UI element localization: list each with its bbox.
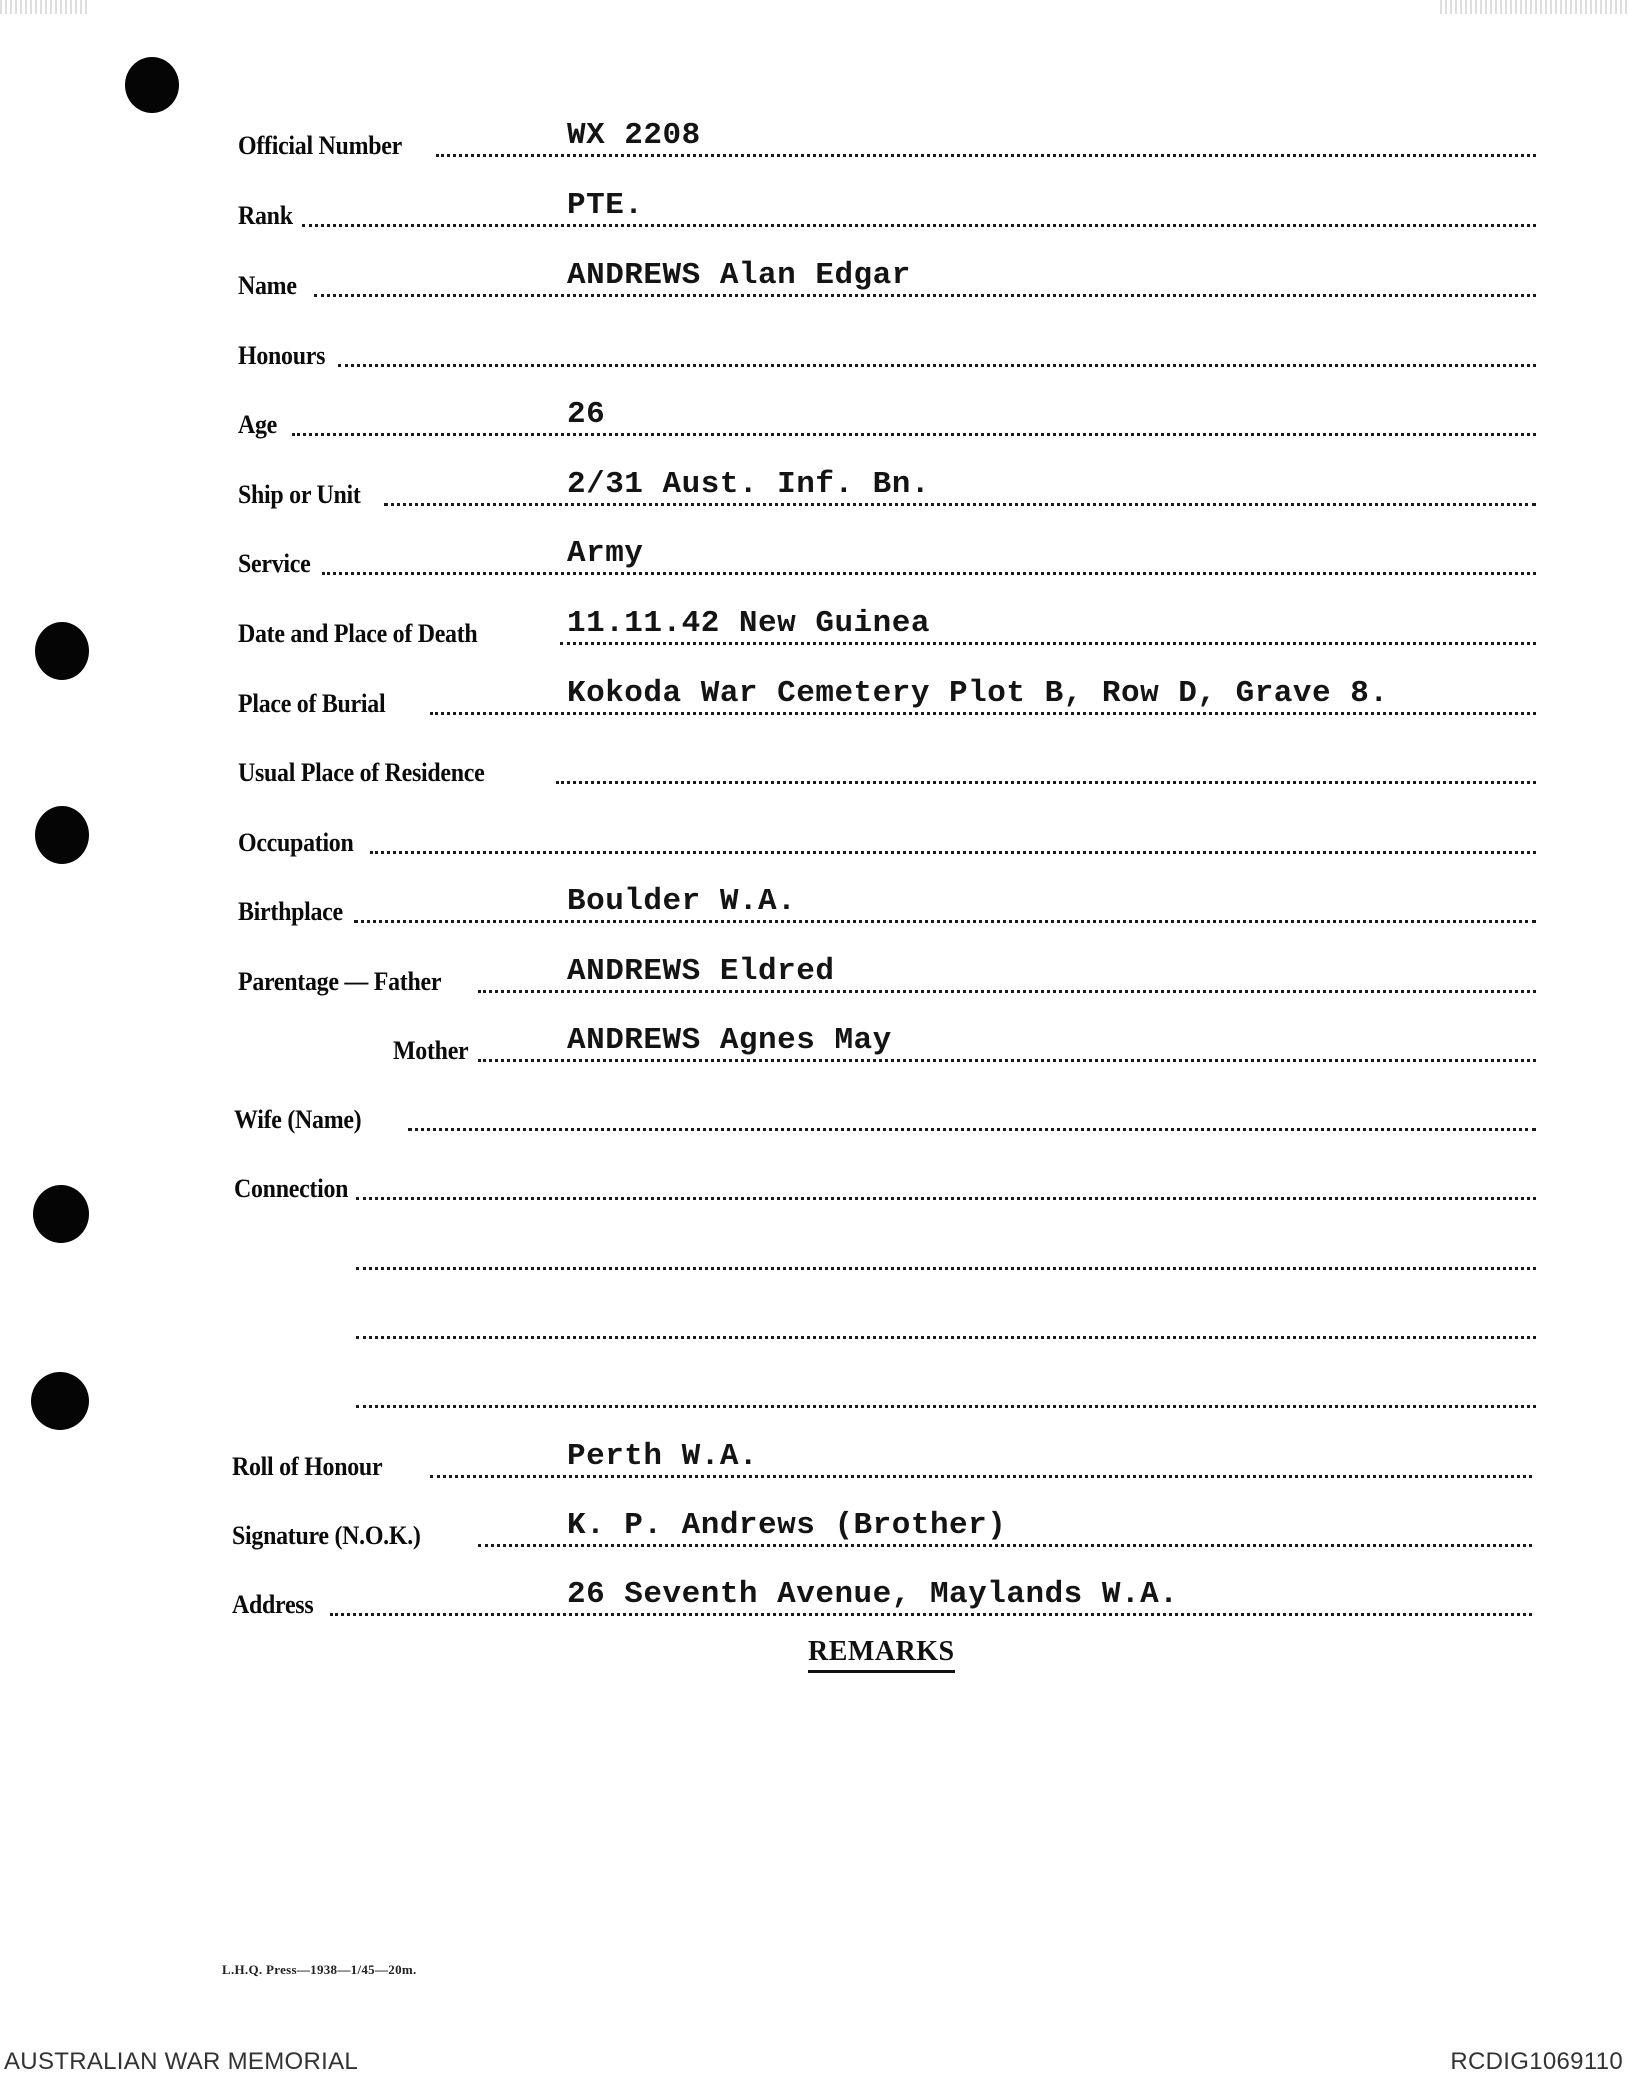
signature-label: Signature (N.O.K.)	[232, 1521, 421, 1550]
occupation-label: Occupation	[238, 828, 354, 857]
official-number-label: Official Number	[238, 131, 402, 160]
printer-imprint: L.H.Q. Press—1938—1/45—20m.	[222, 1962, 417, 1977]
connection-label: Connection	[234, 1174, 349, 1203]
field-service	[0, 521, 1629, 581]
wife-label: Wife (Name)	[234, 1105, 362, 1134]
signature-value: K. P. Andrews (Brother)	[567, 1508, 1007, 1543]
address-value: 26 Seventh Avenue, Maylands W.A.	[567, 1577, 1179, 1612]
field-birthplace	[0, 869, 1629, 929]
field-rank	[0, 173, 1629, 233]
father-value: ANDREWS Eldred	[567, 954, 835, 989]
father-label: Parentage — Father	[238, 967, 442, 996]
honours-label: Honours	[238, 341, 326, 370]
service-value: Army	[567, 536, 644, 571]
field-ship-or-unit	[0, 452, 1629, 512]
field-signature	[0, 1493, 1629, 1553]
date-place-death-label: Date and Place of Death	[238, 619, 478, 648]
service-label: Service	[238, 549, 311, 578]
mother-value: ANDREWS Agnes May	[567, 1023, 892, 1058]
birthplace-label: Birthplace	[238, 897, 343, 926]
connection-blank-line	[0, 1285, 1629, 1345]
official-number-value: WX 2208	[567, 118, 701, 153]
field-date-place-death	[0, 591, 1629, 651]
scan-edge-left	[0, 0, 90, 14]
address-label: Address	[232, 1590, 314, 1619]
field-place-of-burial	[0, 661, 1629, 721]
remarks-heading: REMARKS	[808, 1636, 955, 1673]
field-age	[0, 382, 1629, 442]
birthplace-value: Boulder W.A.	[567, 884, 797, 919]
place-of-burial-label: Place of Burial	[238, 689, 386, 718]
field-address	[0, 1562, 1629, 1622]
field-official-number	[0, 103, 1629, 163]
field-mother	[0, 1008, 1629, 1068]
rank-value: PTE.	[567, 188, 644, 223]
archive-footer-left: AUSTRALIAN WAR MEMORIAL	[4, 2048, 359, 2075]
roll-of-honour-label: Roll of Honour	[232, 1452, 383, 1481]
field-occupation	[0, 800, 1629, 860]
field-usual-residence	[0, 730, 1629, 790]
age-label: Age	[238, 410, 278, 439]
date-place-death-value: 11.11.42 New Guinea	[567, 606, 930, 641]
archive-footer-right: RCDIG1069110	[1450, 2048, 1623, 2075]
field-roll-of-honour	[0, 1424, 1629, 1484]
field-wife	[0, 1077, 1629, 1137]
place-of-burial-value: Kokoda War Cemetery Plot B, Row D, Grave 8.	[567, 676, 1389, 711]
field-name	[0, 243, 1629, 303]
mother-label: Mother	[393, 1036, 469, 1065]
scan-edge-right	[1440, 0, 1629, 14]
ship-or-unit-value: 2/31 Aust. Inf. Bn.	[567, 467, 930, 502]
connection-blank-line	[0, 1354, 1629, 1414]
field-father	[0, 939, 1629, 999]
rank-label: Rank	[238, 201, 293, 230]
roll-of-honour-value: Perth W.A.	[567, 1439, 759, 1474]
name-value: ANDREWS Alan Edgar	[567, 258, 911, 293]
field-connection	[0, 1146, 1629, 1206]
usual-residence-label: Usual Place of Residence	[238, 758, 485, 787]
field-honours	[0, 313, 1629, 373]
age-value: 26	[567, 397, 606, 432]
ship-or-unit-label: Ship or Unit	[238, 480, 361, 509]
connection-blank-line	[0, 1216, 1629, 1276]
name-label: Name	[238, 271, 297, 300]
